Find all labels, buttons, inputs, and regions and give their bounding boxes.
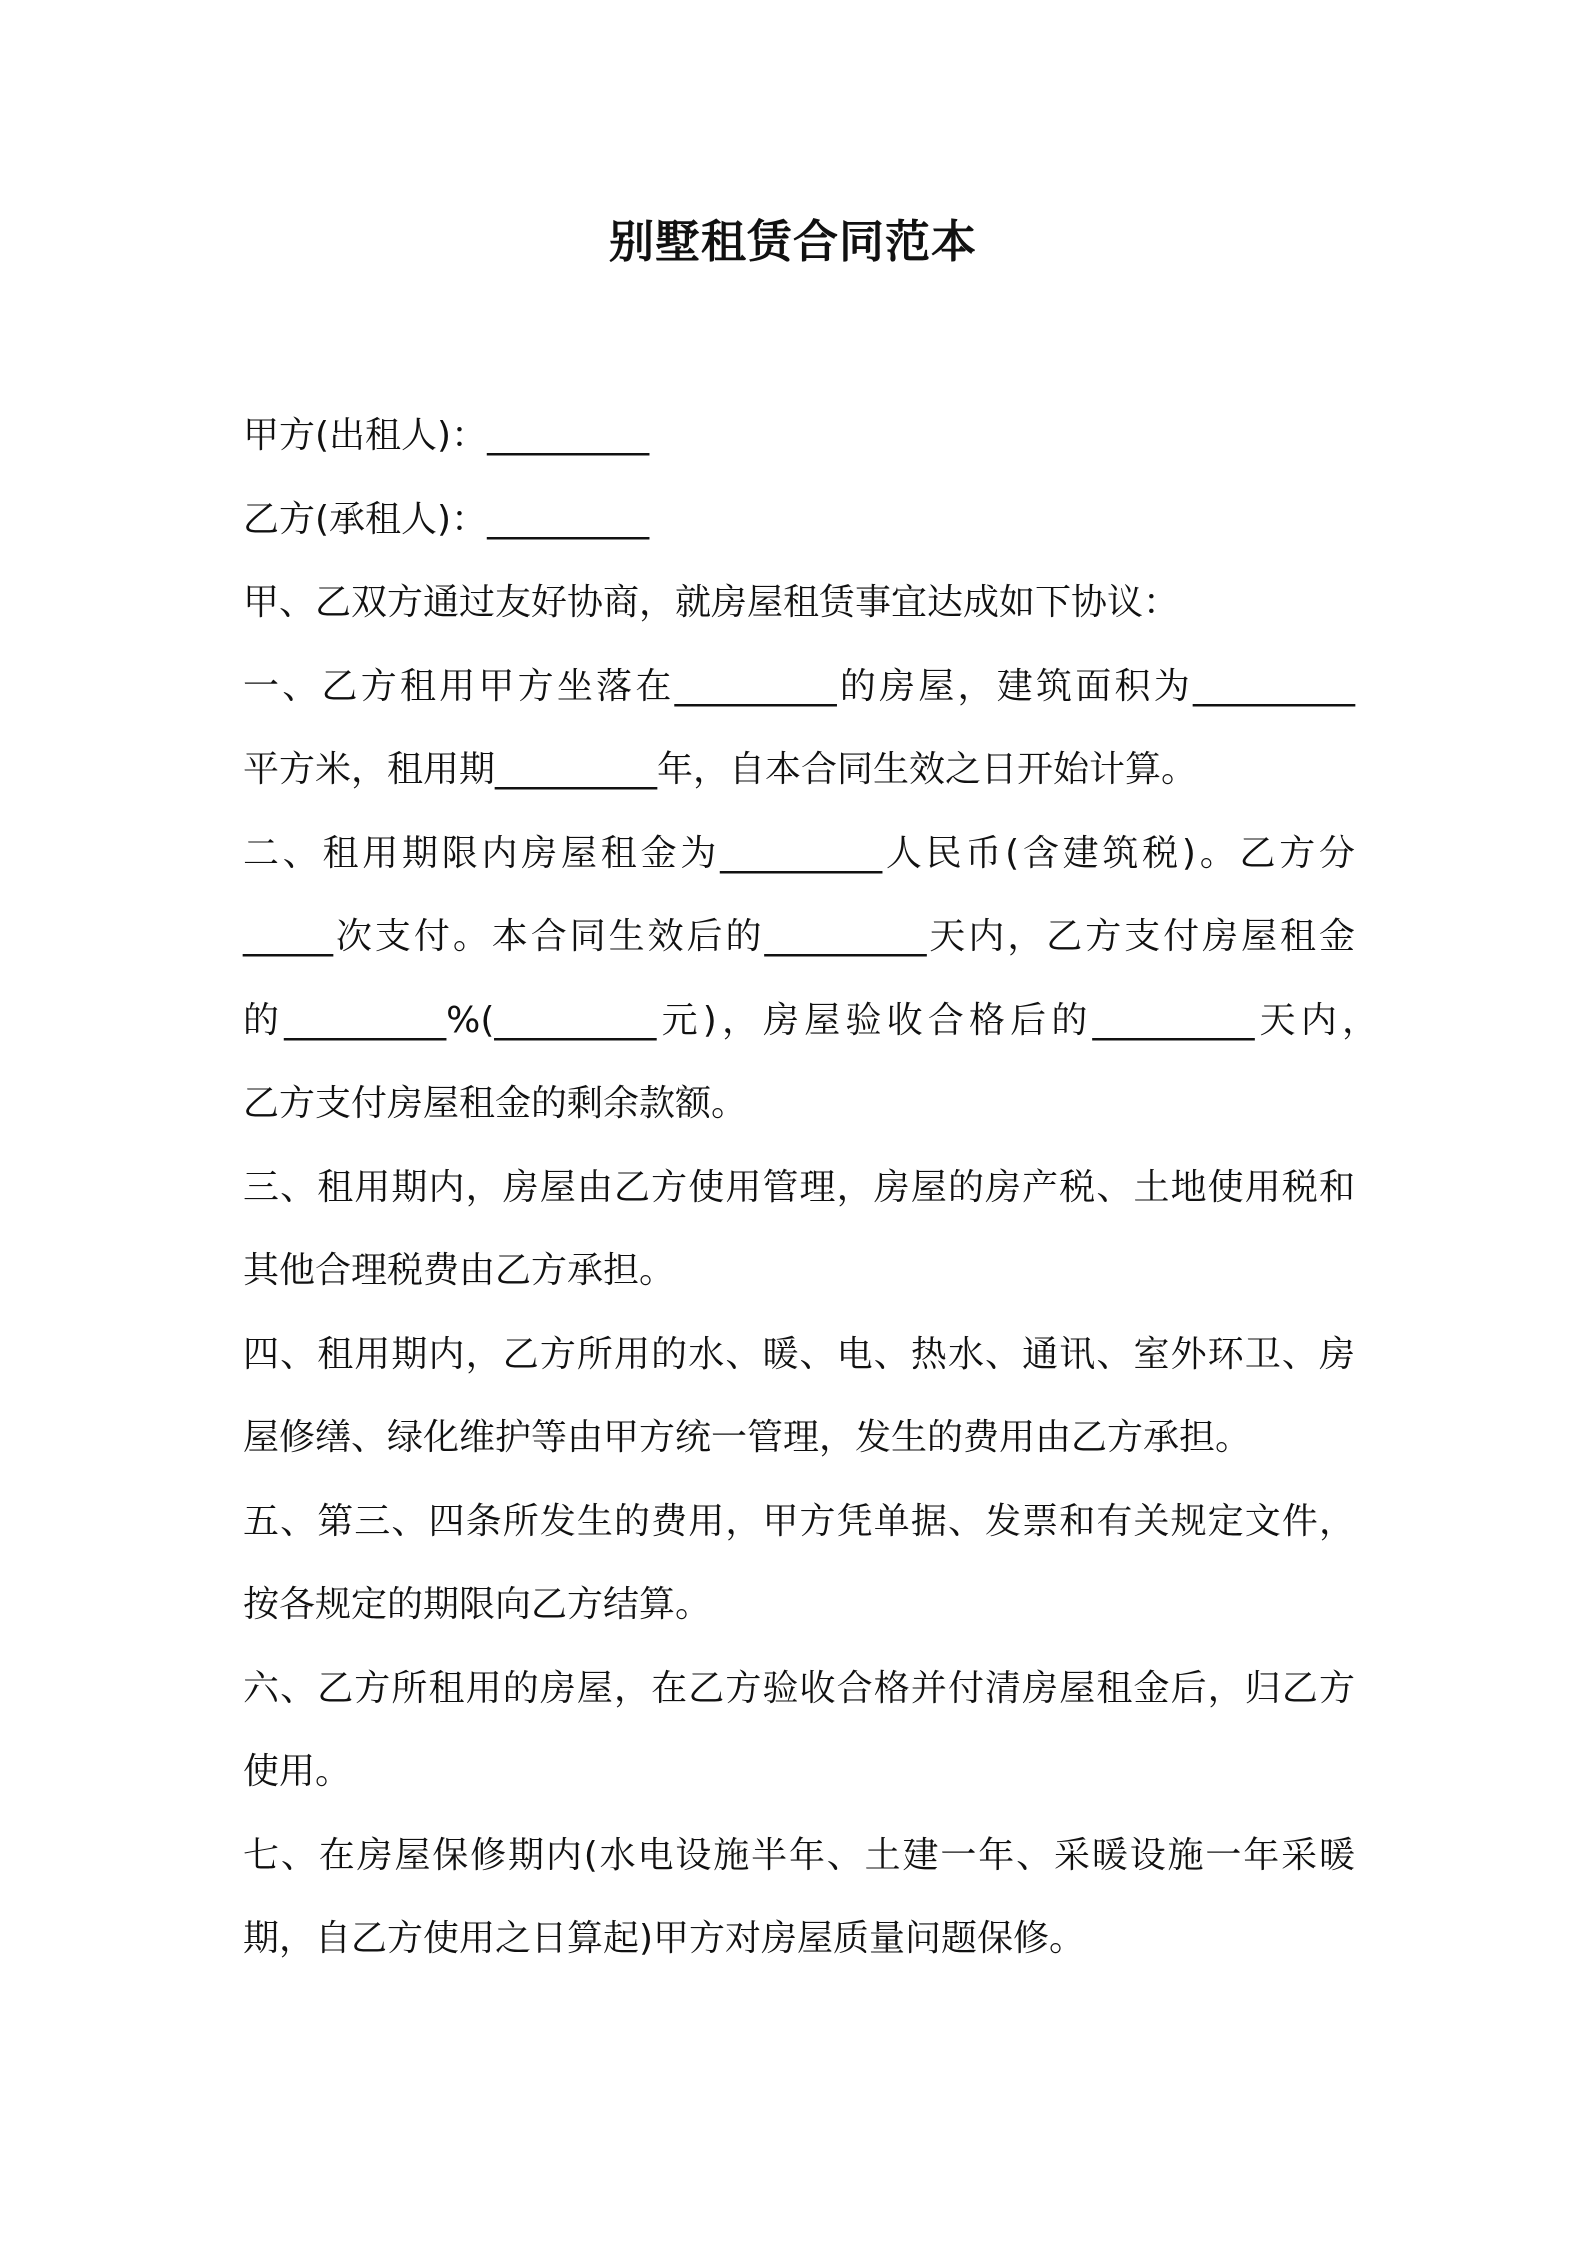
clause-2-line-1: 二、租用期限内房屋租金为_________人民币(含建筑税)。乙方分 xyxy=(243,832,1355,874)
clause-2-line-3: 的_________%(_________元)，房屋验收合格后的_________天内， xyxy=(243,999,1378,1041)
party-b-line: 乙方(承租人)：_________ xyxy=(243,498,650,540)
clause-5-line-1: 五、第三、四条所发生的费用，甲方凭单据、发票和有关规定文件， xyxy=(243,1500,1355,1542)
document-title: 别墅租赁合同范本 xyxy=(608,215,977,268)
clause-5-line-2: 按各规定的期限向乙方结算。 xyxy=(243,1584,712,1625)
clause-3-line-2: 其他合理税费由乙方承担。 xyxy=(243,1250,676,1291)
clause-4-line-1: 四、租用期内，乙方所用的水、暖、电、热水、通讯、室外环卫、房 xyxy=(243,1333,1355,1375)
clause-2-line-4: 乙方支付房屋租金的剩余款额。 xyxy=(243,1083,748,1124)
preamble-line: 甲、乙双方通过友好协商，就房屋租赁事宜达成如下协议： xyxy=(243,582,1180,623)
clause-4-line-2: 屋修缮、绿化维护等由甲方统一管理，发生的费用由乙方承担。 xyxy=(243,1417,1252,1458)
clause-1-line-1: 一、乙方租用甲方坐落在_________的房屋，建筑面积为_________ xyxy=(243,665,1355,707)
clause-2-line-2: _____次支付。本合同生效后的_________天内，乙方支付房屋租金 xyxy=(243,916,1355,957)
clause-3-line-1: 三、租用期内，房屋由乙方使用管理，房屋的房产税、土地使用税和 xyxy=(243,1166,1355,1208)
clause-7-line-1: 七、在房屋保修期内(水电设施半年、土建一年、采暖设施一年采暖 xyxy=(243,1834,1355,1876)
clause-6-line-1: 六、乙方所租用的房屋，在乙方验收合格并付清房屋租金后，归乙方 xyxy=(243,1667,1355,1709)
party-a-line: 甲方(出租人)：_________ xyxy=(243,415,650,456)
clause-1-line-2: 平方米，租用期_________年，自本合同生效之日开始计算。 xyxy=(243,749,1198,790)
clause-7-line-2: 期，自乙方使用之日算起)甲方对房屋质量问题保修。 xyxy=(243,1918,1086,1959)
document-body xyxy=(243,406,1378,1993)
clause-6-line-2: 使用。 xyxy=(243,1751,352,1792)
